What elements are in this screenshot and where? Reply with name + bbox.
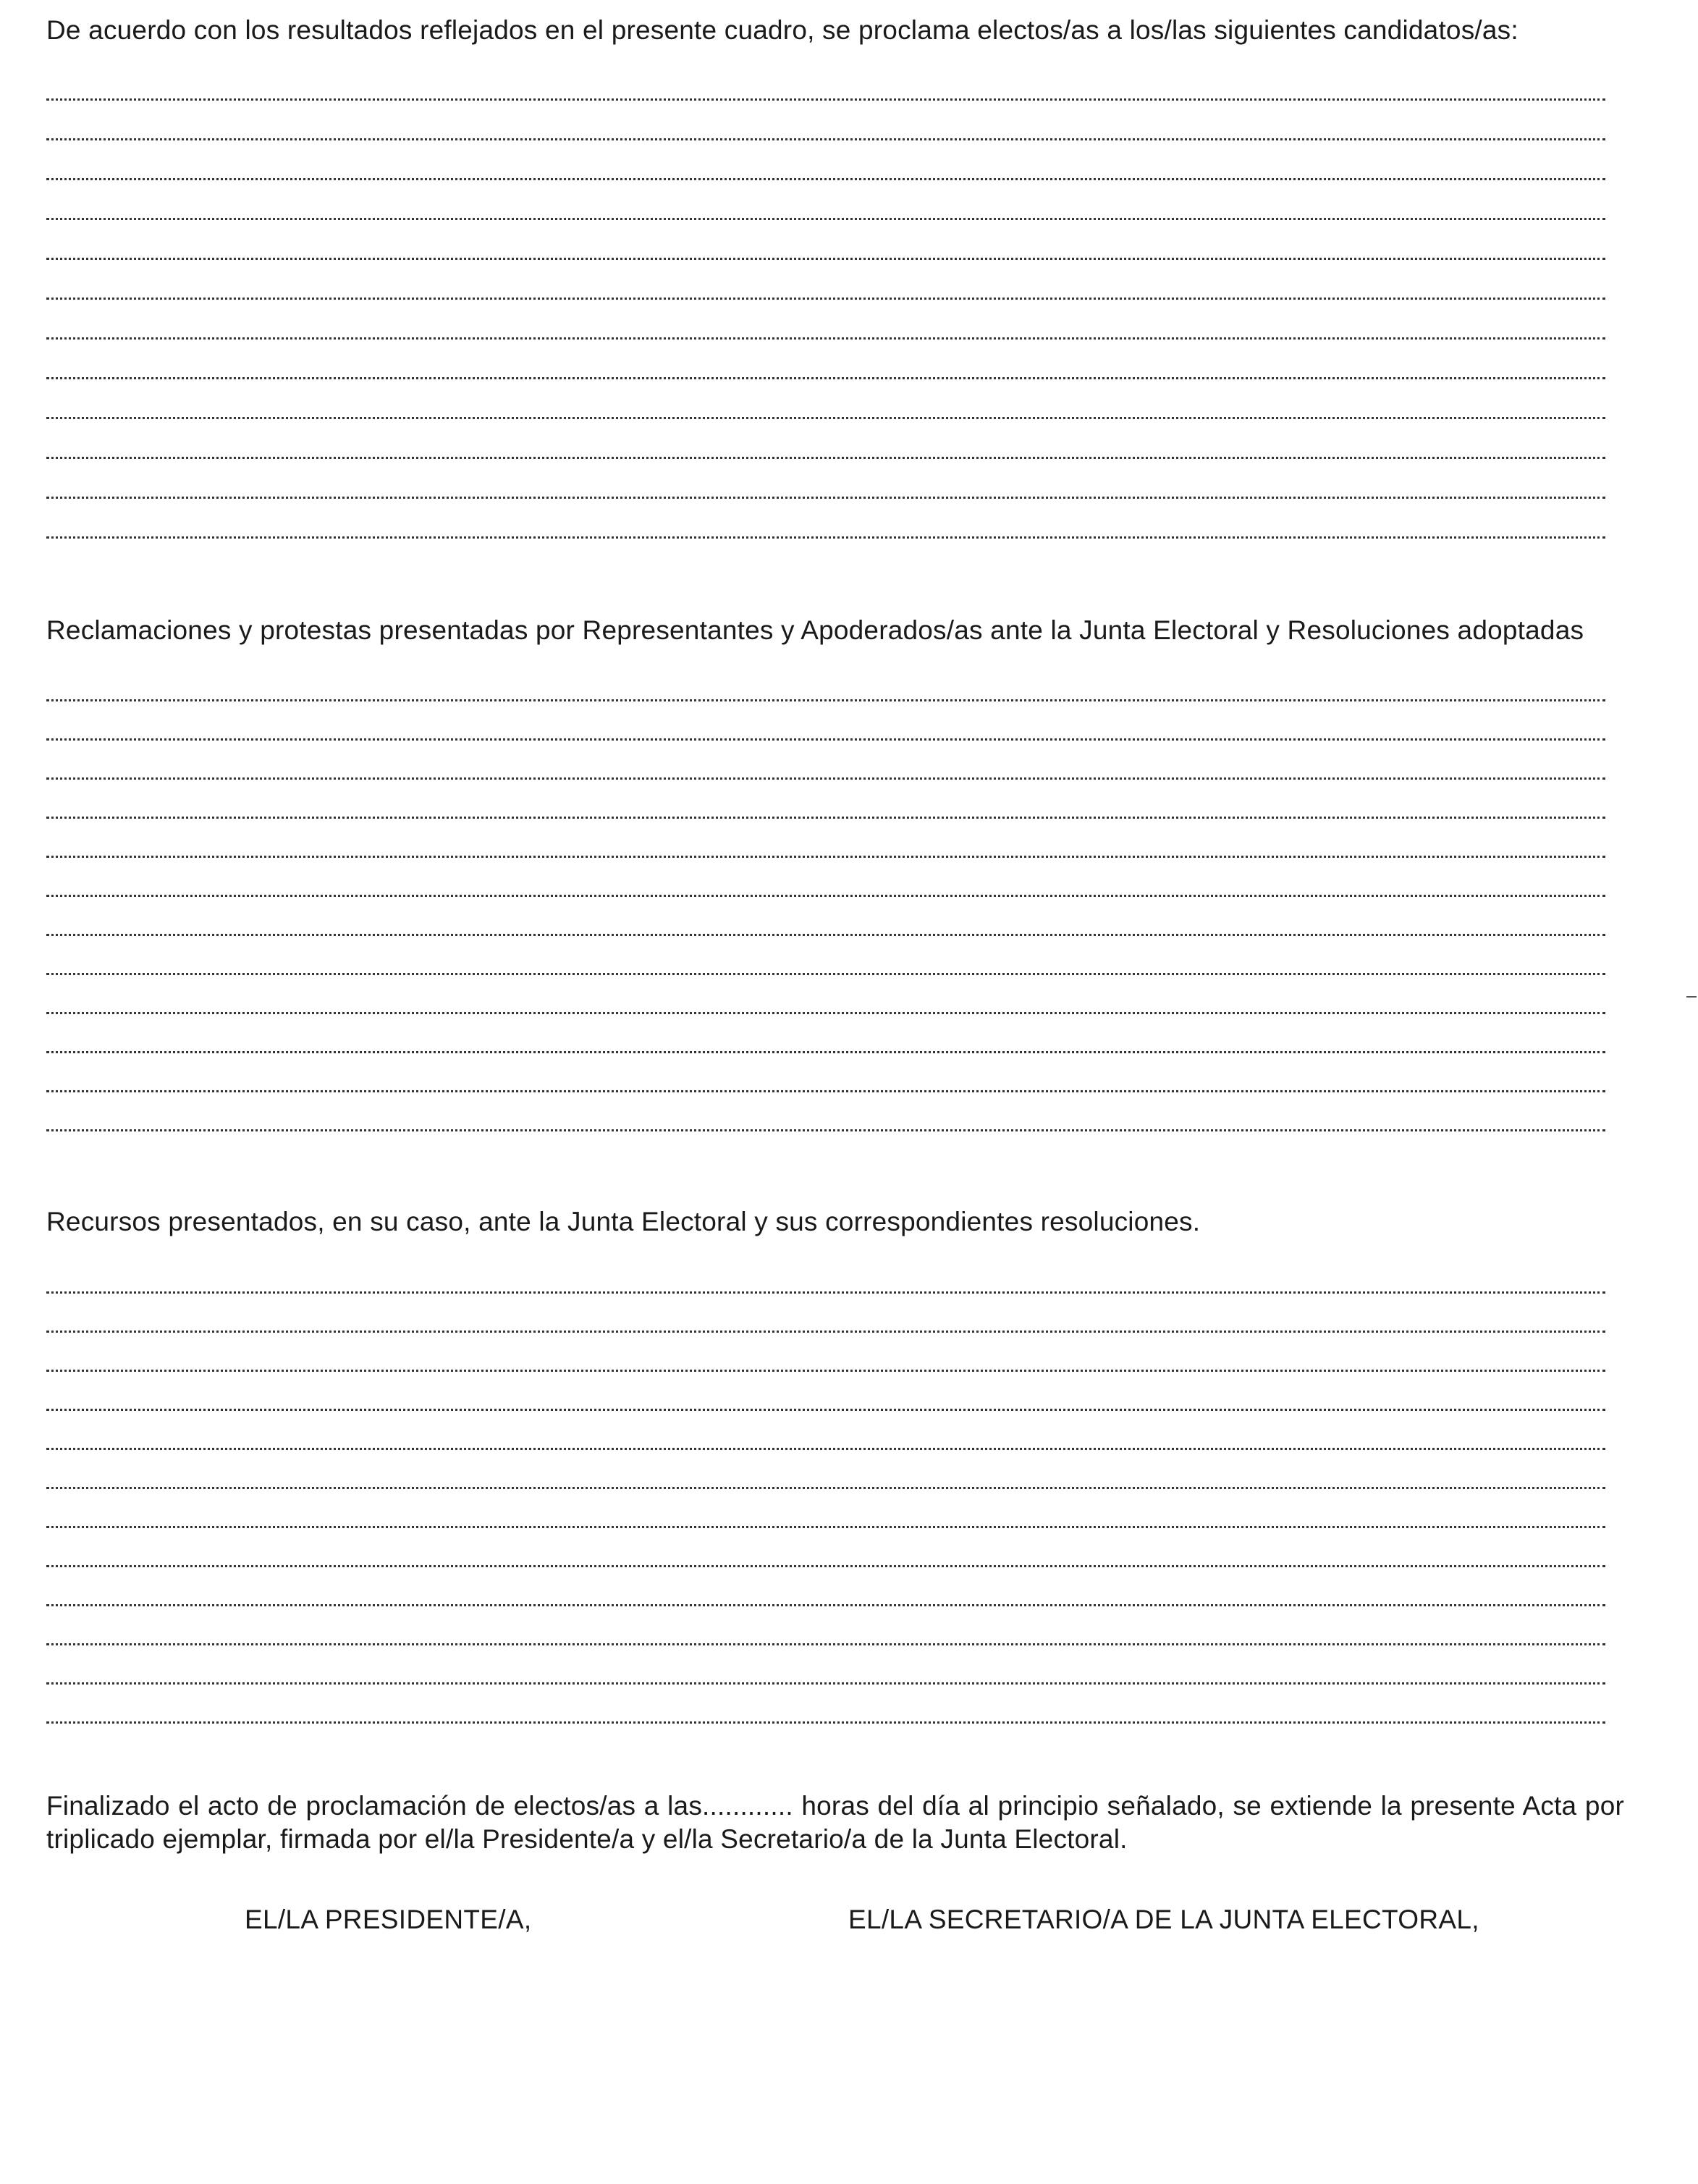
blank-line[interactable]	[46, 856, 1605, 858]
blank-line[interactable]	[46, 1721, 1605, 1724]
blank-line[interactable]	[46, 1370, 1605, 1372]
blank-line[interactable]	[46, 699, 1605, 701]
blank-line[interactable]	[46, 377, 1605, 379]
blank-line[interactable]	[46, 1604, 1605, 1606]
blank-line[interactable]	[46, 457, 1605, 459]
blank-line[interactable]	[46, 138, 1605, 140]
blank-line[interactable]	[46, 497, 1605, 499]
blank-line[interactable]	[46, 1012, 1605, 1014]
blank-line[interactable]	[46, 98, 1605, 101]
blank-line[interactable]	[46, 1682, 1605, 1685]
blank-line[interactable]	[46, 1409, 1605, 1411]
secretary-signature-label: EL/LA SECRETARIO/A DE LA JUNTA ELECTORAL,	[848, 1905, 1479, 1934]
blank-line[interactable]	[46, 1643, 1605, 1645]
blank-line[interactable]	[46, 1051, 1605, 1053]
blank-line[interactable]	[46, 417, 1605, 419]
president-signature-label: EL/LA PRESIDENTE/A,	[245, 1905, 532, 1934]
section-3-heading: Recursos presentados, en su caso, ante la Junta Electoral y sus correspondientes resoluciones.	[46, 1207, 1201, 1236]
blank-line[interactable]	[46, 817, 1605, 819]
blank-line[interactable]	[46, 1526, 1605, 1528]
blank-line[interactable]	[46, 337, 1605, 340]
blank-line[interactable]	[46, 1129, 1605, 1131]
blank-line[interactable]	[46, 298, 1605, 300]
blank-line[interactable]	[46, 258, 1605, 260]
blank-line[interactable]	[46, 738, 1605, 741]
scan-mark	[1686, 996, 1697, 998]
blank-line[interactable]	[46, 934, 1605, 936]
closing-paragraph: Finalizado el acto de proclamación de electos/as a las............ horas del día al principio señalado, se extiende la presente Acta por triplicado ejemplar, firmada por el/la Presidente/a y el/la Secretario/a de la Junta Electoral.	[46, 1791, 1624, 1854]
blank-line[interactable]	[46, 536, 1605, 539]
blank-line[interactable]	[46, 218, 1605, 220]
section-1-heading: De acuerdo con los resultados reflejados en el presente cuadro, se proclama electos/as a los/las siguientes candidatos/as:	[46, 15, 1519, 45]
blank-line[interactable]	[46, 777, 1605, 780]
section-2-heading: Reclamaciones y protestas presentadas por Representantes y Apoderados/as ante la Junta Electoral y Resoluciones adoptadas	[46, 615, 1584, 645]
blank-line[interactable]	[46, 895, 1605, 897]
blank-line[interactable]	[46, 1090, 1605, 1092]
blank-line[interactable]	[46, 178, 1605, 180]
blank-line[interactable]	[46, 1448, 1605, 1450]
blank-line[interactable]	[46, 1291, 1605, 1294]
blank-line[interactable]	[46, 973, 1605, 975]
blank-line[interactable]	[46, 1487, 1605, 1489]
blank-line[interactable]	[46, 1331, 1605, 1333]
blank-line[interactable]	[46, 1565, 1605, 1567]
